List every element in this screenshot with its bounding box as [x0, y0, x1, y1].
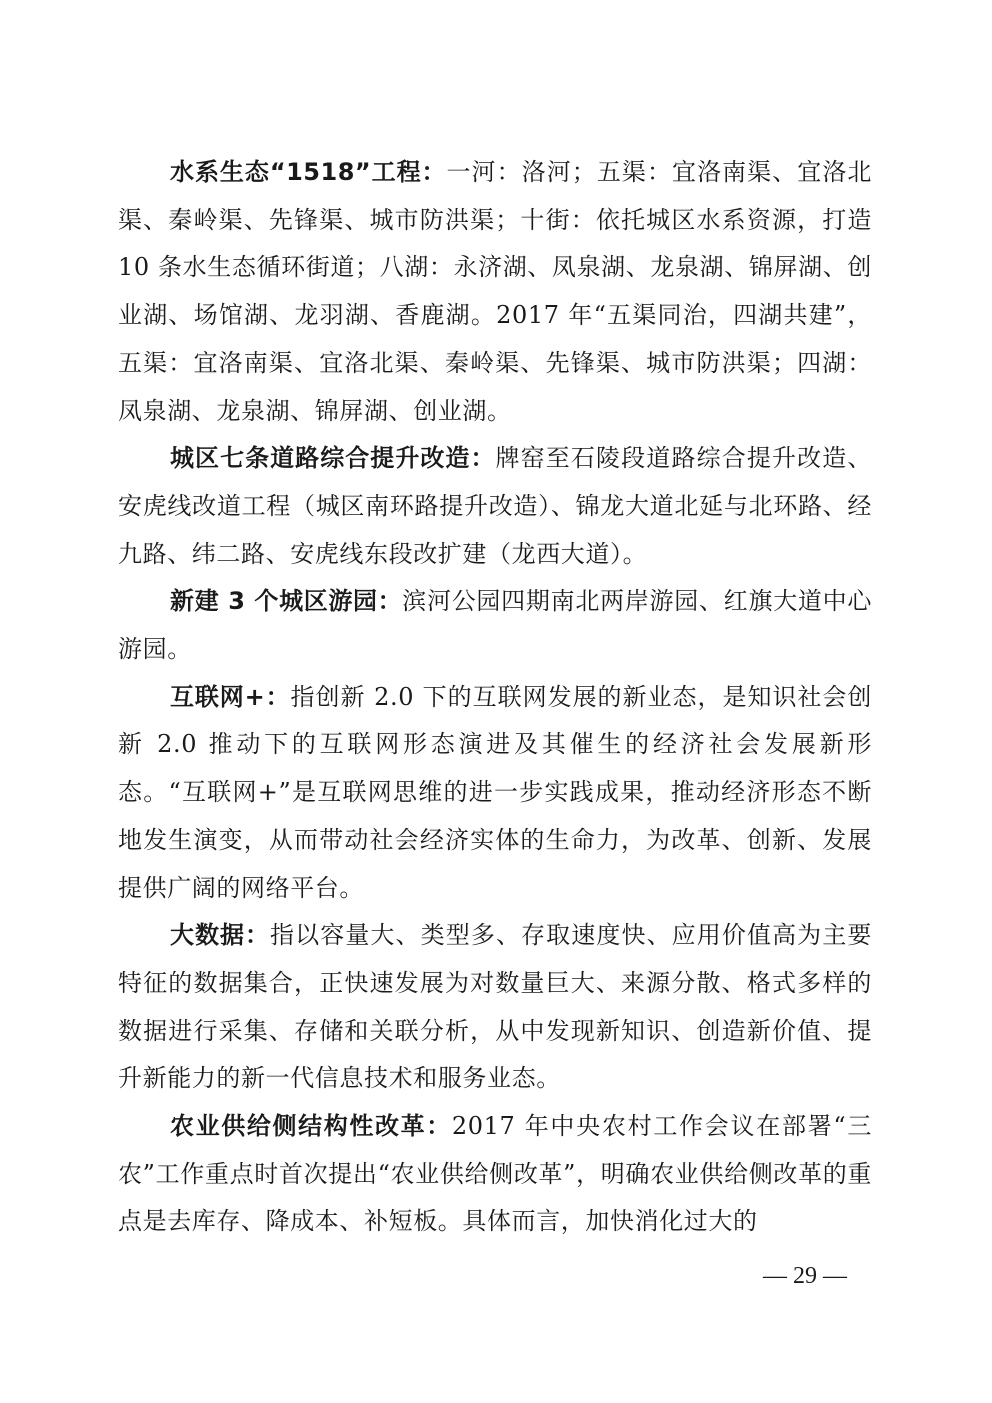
term-water-system: 水系生态“1518”工程：: [170, 158, 447, 186]
term-internet-plus: 互联网+：: [170, 682, 291, 711]
document-body: [118, 149, 872, 1246]
term-road-upgrade: 城区七条道路综合提升改造：: [170, 444, 496, 473]
paragraph-city-parks: [118, 578, 872, 673]
definition-city-parks: 滨河公园四期南北两岸游园、红旗大道中心游园。: [118, 587, 872, 664]
paragraph-water-system: [118, 149, 872, 435]
term-big-data: 大数据：: [170, 921, 271, 950]
paragraph-internet-plus: [118, 674, 872, 913]
definition-road-upgrade: 牌窑至石陵段道路综合提升改造、安虎线改道工程（城区南环路提升改造）、锦龙大道北延与北环路、经九路、纬二路、安虎线东段改扩建（龙西大道）。: [118, 444, 873, 568]
page-number: — 29 —: [763, 1263, 847, 1289]
term-agri-reform: 农业供给侧结构性改革：: [170, 1112, 452, 1141]
paragraph-big-data: [118, 912, 872, 1103]
definition-agri-reform: 2017 年中央农村工作会议在部署“三农”工作重点时首次提出“农业供给侧改革”，明确农业供给侧改革的重点是去库存、降成本、补短板。具体而言，加快消化过大的: [118, 1112, 872, 1236]
definition-internet-plus: 指创新 2.0 下的互联网发展的新业态，是知识社会创新 2.0 推动下的互联网形态演进及其催生的经济社会发展新形态。“互联网+”是互联网思维的进一步实践成果，推动经济形态不断地发生演变，从而带动社会经济实体的生命力，为改革、创新、发展提供广阔的网络平台。: [118, 682, 872, 902]
paragraph-road-upgrade: [118, 435, 872, 578]
paragraph-agri-reform: [118, 1103, 872, 1246]
definition-water-system: 一河：洛河；五渠：宜洛南渠、宜洛北渠、秦岭渠、先锋渠、城市防洪渠；十街：依托城区水系资源，打造 10 条水生态循环街道；八湖：永济湖、凤泉湖、龙泉湖、锦屏湖、创业湖、场馆湖、龙羽湖、香鹿湖。2017 年“五渠同治，四湖共建”，五渠：宜洛南渠、宜洛北渠、秦岭渠、先锋渠、城市防洪渠；四湖：凤泉湖、龙泉湖、锦屏湖、创业湖。: [118, 158, 873, 425]
definition-big-data: 指以容量大、类型多、存取速度快、应用价值高为主要特征的数据集合，正快速发展为对数量巨大、来源分散、格式多样的数据进行采集、存储和关联分析，从中发现新知识、创造新价值、提升新能力的新一代信息技术和服务业态。: [118, 921, 872, 1093]
term-city-parks: 新建 3 个城区游园：: [170, 587, 403, 616]
